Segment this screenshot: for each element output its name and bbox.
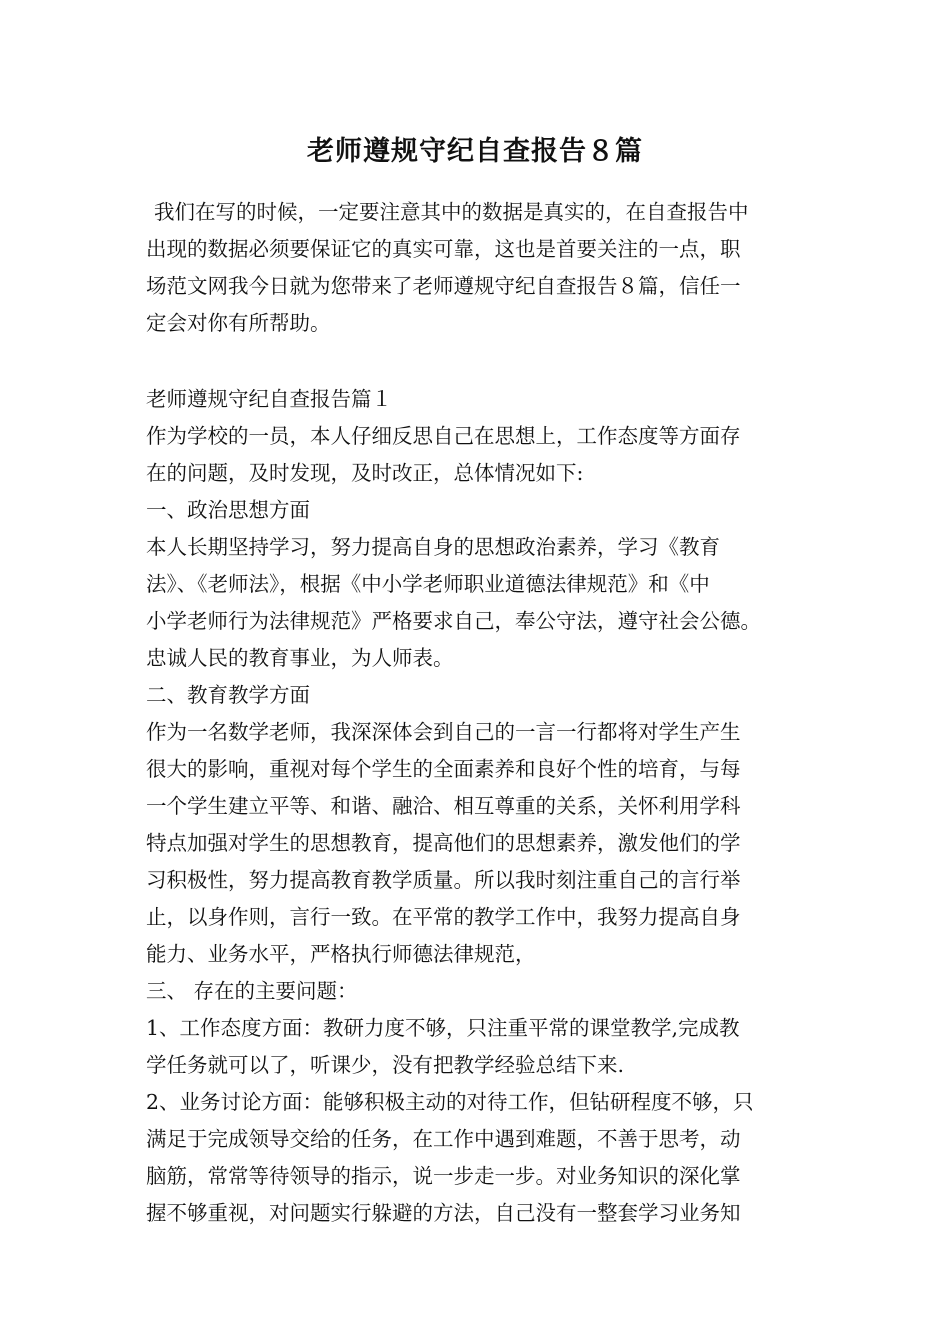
body-line: 忠诚人民的教育事业，为人师表。 — [146, 646, 454, 670]
body-line: 满足于完成领导交给的任务，在工作中遇到难题，不善于思考，动 — [146, 1127, 741, 1151]
document-title: 老师遵规守纪自查报告８篇 — [307, 136, 643, 167]
body-line: 1、工作态度方面：教研力度不够，只注重平常的课堂教学,完成教 — [146, 1016, 740, 1040]
body-line: 很大的影响，重视对每个学生的全面素养和良好个性的培育，与每 — [146, 757, 741, 781]
body-line: 一个学生建立平等、和谐、融洽、相互尊重的关系，关怀利用学科 — [146, 794, 741, 818]
body-line: 止，以身作则，言行一致。在平常的教学工作中，我努力提高自身 — [146, 905, 741, 929]
subheading-line: 二、教育教学方面 — [146, 683, 310, 707]
section-heading: 老师遵规守纪自查报告篇１ — [146, 387, 392, 411]
body-line: 小学老师行为法律规范》严格要求自己，奉公守法，遵守社会公德。 — [146, 609, 761, 633]
body-line: 作为学校的一员，本人仔细反思自己在思想上，工作态度等方面存 — [146, 424, 741, 448]
body-line: 法》、《老师法》，根据《中小学老师职业道德法律规范》和《中 — [146, 572, 710, 596]
subheading-line: 三、 存在的主要问题： — [146, 979, 358, 1003]
body-line: 本人长期坚持学习，努力提高自身的思想政治素养，学习《教育 — [146, 535, 720, 559]
body-line: 脑筋，常常等待领导的指示，说一步走一步。对业务知识的深化掌 — [146, 1164, 741, 1188]
body-line: 握不够重视，对问题实行躲避的方法，自己没有一整套学习业务知 — [146, 1201, 741, 1225]
intro-line: 场范文网我今日就为您带来了老师遵规守纪自查报告８篇，信任一 — [146, 274, 741, 298]
document-body — [146, 194, 818, 1232]
body-line: 能力、业务水平，严格执行师德法律规范， — [146, 942, 536, 966]
body-line: 习积极性，努力提高教育教学质量。所以我时刻注重自己的言行举 — [146, 868, 741, 892]
intro-line: 出现的数据必须要保证它的真实可靠，这也是首要关注的一点，职 — [146, 237, 741, 261]
paragraph-gap — [146, 342, 818, 381]
subheading-line: 一、政治思想方面 — [146, 498, 310, 522]
body-line: 学任务就可以了，听课少，没有把教学经验总结下来. — [146, 1053, 625, 1077]
body-line: 特点加强对学生的思想教育，提高他们的思想素养，激发他们的学 — [146, 831, 741, 855]
intro-line: 定会对你有所帮助。 — [146, 311, 331, 335]
body-line: 2、业务讨论方面：能够积极主动的对待工作，但钻研程度不够，只 — [146, 1090, 754, 1114]
intro-line: 我们在写的时候，一定要注意其中的数据是真实的，在自查报告中 — [154, 200, 749, 224]
body-line: 作为一名数学老师，我深深体会到自己的一言一行都将对学生产生 — [146, 720, 741, 744]
body-line: 在的问题，及时发现，及时改正，总体情况如下: — [146, 461, 584, 485]
